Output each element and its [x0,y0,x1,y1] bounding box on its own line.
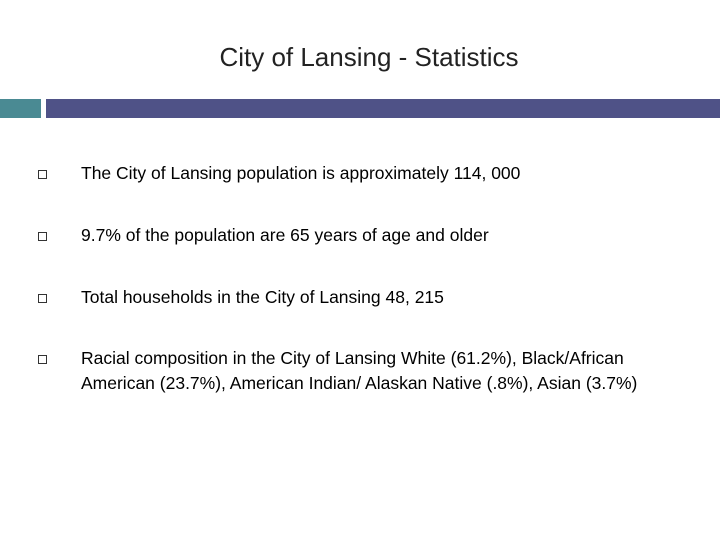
square-bullet-icon [38,294,47,303]
square-bullet-icon [38,355,47,364]
square-bullet-icon [38,232,47,241]
bullet-text: The City of Lansing population is approximately 114, 000 [81,163,521,183]
slide-title: City of Lansing - Statistics [219,42,519,72]
bullet-text: 9.7% of the population are 65 years of age and older [81,225,489,245]
bullet-text: Racial composition in the City of Lansing White (61.2%), Black/African American (23.7%), American Indian/ Alaskan Native (.8%), Asian (3.7%) [81,348,638,393]
bullet-text: Total households in the City of Lansing 48, 215 [81,287,444,307]
square-bullet-icon [38,170,47,179]
